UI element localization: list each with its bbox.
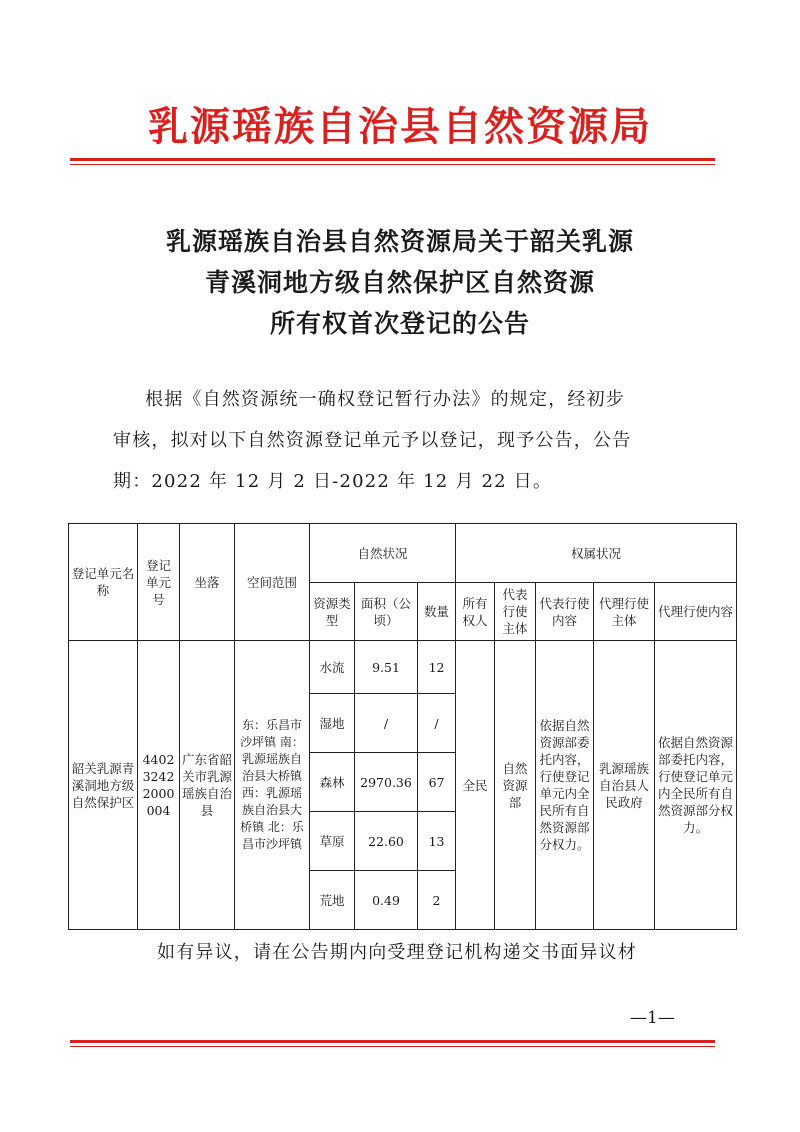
cell-area-forest: 2970.36 (355, 753, 418, 812)
header-ownership-status: 权属状况 (456, 524, 737, 583)
cell-type-water: 水流 (310, 641, 355, 694)
notice-title-line-2: 青溪洞地方级自然保护区自然资源 (204, 268, 595, 297)
cell-unit-no: 440232422000004 (138, 641, 180, 930)
header-area: 面积（公顷） (355, 583, 418, 641)
cell-count-wetland: / (418, 694, 456, 753)
cell-count-forest: 67 (418, 753, 456, 812)
cell-scope: 东：乐昌市沙坪镇 南：乳源瑶族自治县大桥镇 西：乳源瑶族自治县大桥镇 北：乐昌市沙坪镇 (235, 641, 310, 930)
page-number: —1— (630, 1008, 675, 1028)
cell-unit-name: 韶关乳源青溪洞地方级自然保护区 (69, 641, 138, 930)
header-agent-content: 代理行使内容 (655, 583, 737, 641)
cell-location: 广东省韶关市乳源瑶族自治县 (180, 641, 235, 930)
cell-agent-subject: 乳源瑶族自治县人民政府 (594, 641, 655, 930)
header-unit-name: 登记单元名称 (69, 524, 138, 641)
body-paragraph-line-3: 期：2022 年 12 月 2 日-2022 年 12 月 22 日。 (113, 471, 553, 492)
cell-area-grassland: 22.60 (355, 812, 418, 871)
header-natural-status: 自然状况 (310, 524, 456, 583)
header-rep-content: 代表行使内容 (536, 583, 594, 641)
cell-type-grassland: 草原 (310, 812, 355, 871)
cell-type-barren: 荒地 (310, 871, 355, 930)
header-resource-type: 资源类型 (310, 583, 355, 641)
header-scope: 空间范围 (235, 524, 310, 641)
notice-title-line-3: 所有权首次登记的公告 (269, 309, 530, 338)
registration-table (68, 523, 737, 930)
cell-type-forest: 森林 (310, 753, 355, 812)
cell-rep-subject: 自然资源部 (495, 641, 536, 930)
notice-title-line-1: 乳源瑶族自治县自然资源局关于韶关乳源 (165, 227, 634, 256)
cell-count-grassland: 13 (418, 812, 456, 871)
body-paragraph-continuation: 如有异议，请在公告期内向受理登记机构递交书面异议材 (157, 942, 637, 963)
cell-area-barren: 0.49 (355, 871, 418, 930)
cell-area-water: 9.51 (355, 641, 418, 694)
body-paragraph-line-1: 根据《自然资源统一确权登记暂行办法》的规定，经初步 (145, 389, 625, 410)
agency-header: 乳源瑶族自治县自然资源局 (148, 103, 652, 150)
body-paragraph-line-2: 审核，拟对以下自然资源登记单元予以登记，现予公告，公告 (113, 430, 632, 451)
cell-owner: 全民 (456, 641, 495, 930)
cell-type-wetland: 湿地 (310, 694, 355, 753)
cell-count-barren: 2 (418, 871, 456, 930)
header-unit-no: 登记单元号 (138, 524, 180, 641)
cell-rep-content: 依据自然资源部委托内容，行使登记单元内全民所有自然资源部分权力。 (536, 641, 594, 930)
footer-rule-thin (70, 1046, 715, 1047)
header-rule-thick (70, 158, 715, 161)
header-rule-thin (70, 164, 715, 165)
header-agent-subject: 代理行使主体 (594, 583, 655, 641)
cell-agent-content: 依据自然资源部委托内容，行使登记单元内全民所有自然资源部分权力。 (655, 641, 737, 930)
header-location: 坐落 (180, 524, 235, 641)
cell-count-water: 12 (418, 641, 456, 694)
header-owner: 所有权人 (456, 583, 495, 641)
header-count: 数量 (418, 583, 456, 641)
footer-rule-thick (70, 1040, 715, 1043)
header-rep-subject: 代表行使主体 (495, 583, 536, 641)
cell-area-wetland: / (355, 694, 418, 753)
